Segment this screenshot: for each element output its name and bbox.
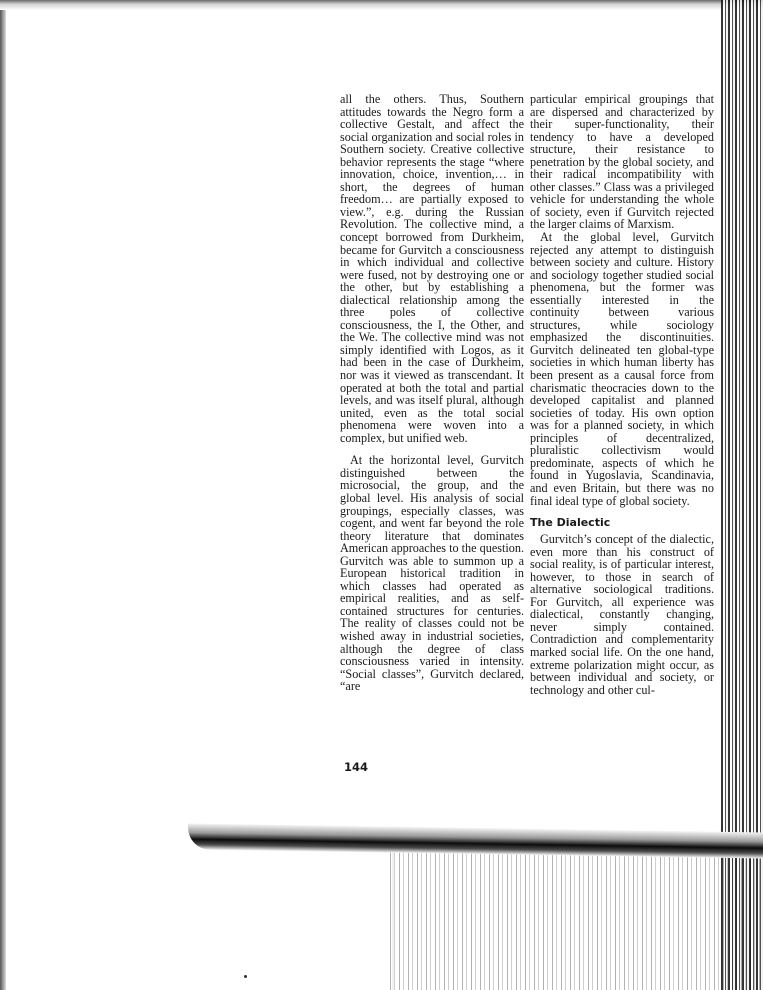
right-column <box>530 93 714 696</box>
right-paragraph-3: Gurvitch’s concept of the dialectic, even more than his construct of social reality, is of particular interest, however, to those in search of alternative sociological traditions. For Gurvitch, all experience was dialectical, constantly changing, never simply contained. Contradiction and complementarity marked social life. On the one hand, extreme polarization might occur, as between individual and society, or technology and other cul- <box>530 532 714 697</box>
left-column <box>340 93 524 693</box>
left-paragraph-1: all the others. Thus, Southern attitudes towards the Negro form a collective Gestalt, and affect the social organization and social roles in Southern society. Creative collective behavior represents the stage “where innovation, choice, invention,… in short, the degrees of human freedom… are partially exposed to view.”, e.g. during the Russian Revolution. The collective mind, a concept borrowed from Durkheim, became for Gurvitch a consciousness in which individual and collective were fused, not by destroying one or the other, but by establishing a dialectical relationship among the three poles of collective consciousness, the I, the Other, and the We. The collective mind was not simply identified with Logos, as it had been in the case of Durkheim, nor was it viewed as transcendant. It operated at both the total and partial levels, and was itself plural, although united, even as the total social phenomena were woven into a complex, but unified web. <box>340 92 524 445</box>
scan-bottom-right-noise <box>390 850 763 990</box>
left-paragraph-2: At the horizontal level, Gurvitch distinguished between the microsocial, the group, and the global level. His analysis of social groupings, especially classes, was cogent, and went far beyond the role theory literature that dominates American approaches to the question. Gurvitch was able to summon up a European historical tradition in which classes had operated as empirical realities, and as self-contained structures for centuries. The reality of classes could not be wished away in industrial societies, although the degree of class consciousness varied in intensity. “Social classes”, Gurvitch declared, “are <box>340 453 524 694</box>
scan-speck <box>244 975 247 978</box>
scan-top-edge <box>0 0 763 10</box>
book-page <box>340 93 725 783</box>
scan-left-edge <box>0 0 6 990</box>
section-heading: The Dialectic <box>530 516 611 530</box>
page-number: 144 <box>344 760 369 774</box>
right-paragraph-1: particular empirical groupings that are dispersed and characterized by their super-functionality, their tendency to have a developed structure, their resistance to penetration by the global society, and their radical incompatibility with other classes.” Class was a privileged vehicle for understanding the whole of society, even if Gurvitch rejected the larger claims of Marxism. <box>530 92 714 232</box>
right-paragraph-2: At the global level, Gurvitch rejected any attempt to distinguish between society and culture. History and sociology together studied social phenomena, but the former was essentially interested in the continuity between various structures, while sociology emphasized the discontinuities. Gurvitch delineated ten global-type societies in which human liberty has been present as a causal force from charismatic theocracies down to the developed capitalist and planned societies of today. His own option was for a planned society, in which principles of decentralized, pluralistic collectivism would predominate, aspects of which he found in Yugoslavia, Scandinavia, and even Britain, but there was no final ideal type of global society. <box>530 230 714 508</box>
